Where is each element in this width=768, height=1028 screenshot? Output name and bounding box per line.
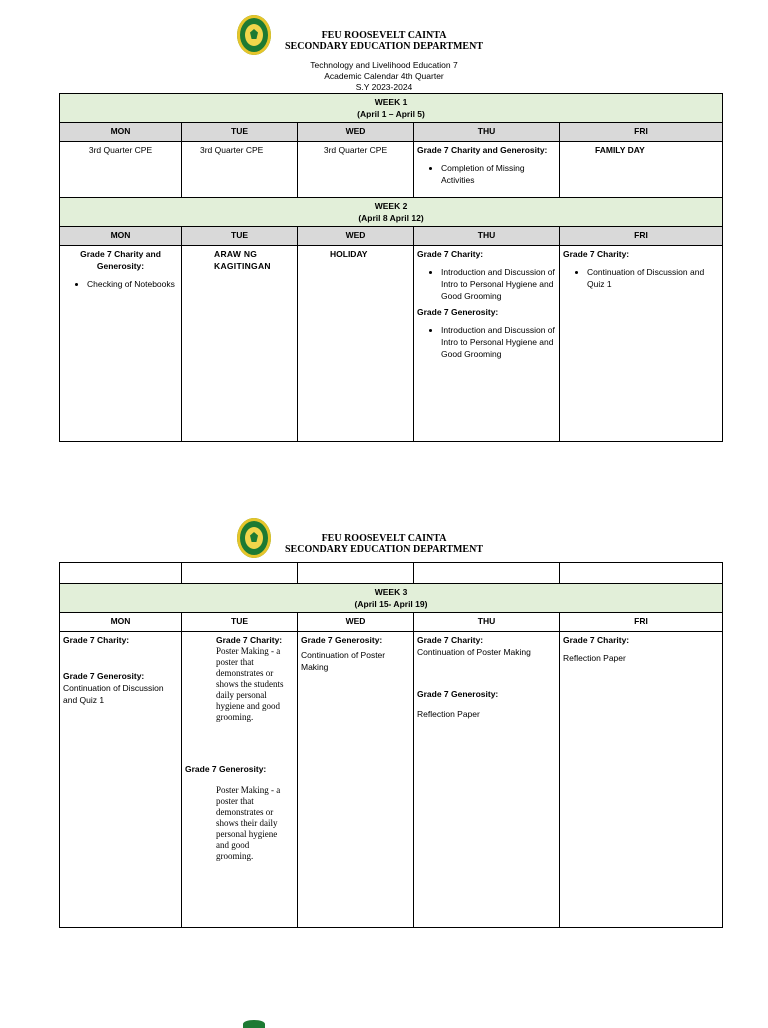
week2-header: [60, 198, 723, 227]
week2-tue-cell: ARAW NG KAGITINGAN: [182, 246, 298, 442]
week3-wed-heading: Grade 7 Generosity:: [301, 635, 383, 645]
week2-title: WEEK 2: [374, 201, 408, 211]
week3-wed-cell: [298, 632, 414, 928]
week2-mon-item: • Checking of Notebooks: [87, 278, 178, 290]
day-fri: FRI: [560, 613, 723, 632]
week2-fri-item: • Continuation of Discussion and Quiz 1: [587, 266, 719, 290]
week2-thu-item-generosity: • Introduction and Discussion of Intro to Personal Hygiene and Good Grooming: [441, 324, 556, 360]
week3-mon-text: Continuation of Discussion and Quiz 1: [63, 683, 164, 705]
week3-days: [60, 613, 723, 632]
week1-header: [60, 94, 723, 123]
day-thu: THU: [414, 613, 560, 632]
school-name: FEU ROOSEVELT CAINTA: [321, 533, 447, 544]
day-tue: TUE: [182, 227, 298, 246]
school-year: S.Y 2023-2024: [355, 82, 413, 92]
week2-mon-heading: Grade 7 Charity and Generosity:: [80, 249, 161, 271]
week1-thu-item: • Completion of Missing Activities: [441, 162, 556, 186]
subject-title: Technology and Livelihood Education 7: [310, 60, 458, 70]
week1-tue-cell: 3rd Quarter CPE: [182, 142, 298, 198]
week2-thu-cell: [414, 246, 560, 442]
day-fri: FRI: [560, 227, 723, 246]
week2-days: [60, 227, 723, 246]
week3-thu-text-generosity: Reflection Paper: [417, 709, 480, 719]
week3-title: WEEK 3: [374, 587, 408, 597]
week3-thu-heading-charity: Grade 7 Charity:: [417, 635, 484, 645]
week3-thu-text-charity: Continuation of Poster Making: [417, 647, 531, 657]
week1-wed-cell: 3rd Quarter CPE: [298, 142, 414, 198]
week1-thu-heading: Grade 7 Charity and Generosity:: [417, 145, 548, 155]
day-wed: WED: [298, 227, 414, 246]
week1-fri-cell: FAMILY DAY: [560, 142, 723, 198]
day-mon: MON: [60, 227, 182, 246]
day-fri: FRI: [560, 123, 723, 142]
week3-wed-text: Continuation of Poster Making: [301, 650, 386, 672]
week3-fri-cell: [560, 632, 723, 928]
week3-activities: [60, 632, 723, 928]
week2-thu-heading-charity: Grade 7 Charity:: [417, 249, 484, 259]
week3-mon-heading-charity: Grade 7 Charity:: [63, 635, 130, 645]
week2-thu-item-charity: • Introduction and Discussion of Intro to Personal Hygiene and Good Grooming: [441, 266, 556, 302]
week3-thu-cell: [414, 632, 560, 928]
week2-thu-heading-generosity: Grade 7 Generosity:: [417, 307, 499, 317]
week1-title: WEEK 1: [374, 97, 408, 107]
calendar-table-page1: [59, 93, 723, 442]
week1-activities: [60, 142, 723, 198]
week3-thu-heading-generosity: Grade 7 Generosity:: [417, 689, 499, 699]
week1-thu-cell: [414, 142, 560, 198]
week3-tue-text-generosity: Poster Making - a poster that demonstrates or shows their daily personal hygiene and good grooming.: [216, 785, 281, 861]
week3-fri-heading: Grade 7 Charity:: [563, 635, 630, 645]
week3-header: [60, 584, 723, 613]
week3-tue-cell: [182, 632, 298, 928]
week3-tue-heading-charity: Grade 7 Charity:: [216, 635, 283, 645]
empty-row: [60, 563, 723, 584]
calendar-table-page2: [59, 562, 723, 928]
day-mon: MON: [60, 123, 182, 142]
week3-mon-heading-generosity: Grade 7 Generosity:: [63, 671, 145, 681]
department-name: SECONDARY EDUCATION DEPARTMENT: [284, 544, 483, 555]
week3-tue-text-charity: Poster Making - a poster that demonstrates or shows the students daily personal hygiene and good grooming.: [216, 646, 284, 722]
school-logo-partial: [243, 1020, 265, 1028]
week3-tue-heading-generosity: Grade 7 Generosity:: [185, 764, 267, 774]
day-tue: TUE: [182, 613, 298, 632]
day-wed: WED: [298, 613, 414, 632]
week3-mon-cell: [60, 632, 182, 928]
day-tue: TUE: [182, 123, 298, 142]
week2-mon-cell: [60, 246, 182, 442]
department-name: SECONDARY EDUCATION DEPARTMENT: [284, 41, 483, 52]
week3-range: (April 15- April 19): [354, 599, 428, 609]
week2-fri-heading: Grade 7 Charity:: [563, 249, 630, 259]
week2-wed-cell: HOLIDAY: [298, 246, 414, 442]
day-thu: THU: [414, 123, 560, 142]
calendar-title: Academic Calendar 4th Quarter: [324, 71, 444, 81]
week2-fri-cell: [560, 246, 723, 442]
day-wed: WED: [298, 123, 414, 142]
week1-range: (April 1 – April 5): [357, 109, 425, 119]
day-thu: THU: [414, 227, 560, 246]
week1-days: [60, 123, 723, 142]
school-name: FEU ROOSEVELT CAINTA: [321, 30, 447, 41]
week2-range: (April 8 April 12): [358, 213, 424, 223]
week1-mon-cell: 3rd Quarter CPE: [60, 142, 182, 198]
week2-activities: [60, 246, 723, 442]
day-mon: MON: [60, 613, 182, 632]
week3-fri-text: Reflection Paper: [563, 653, 626, 663]
